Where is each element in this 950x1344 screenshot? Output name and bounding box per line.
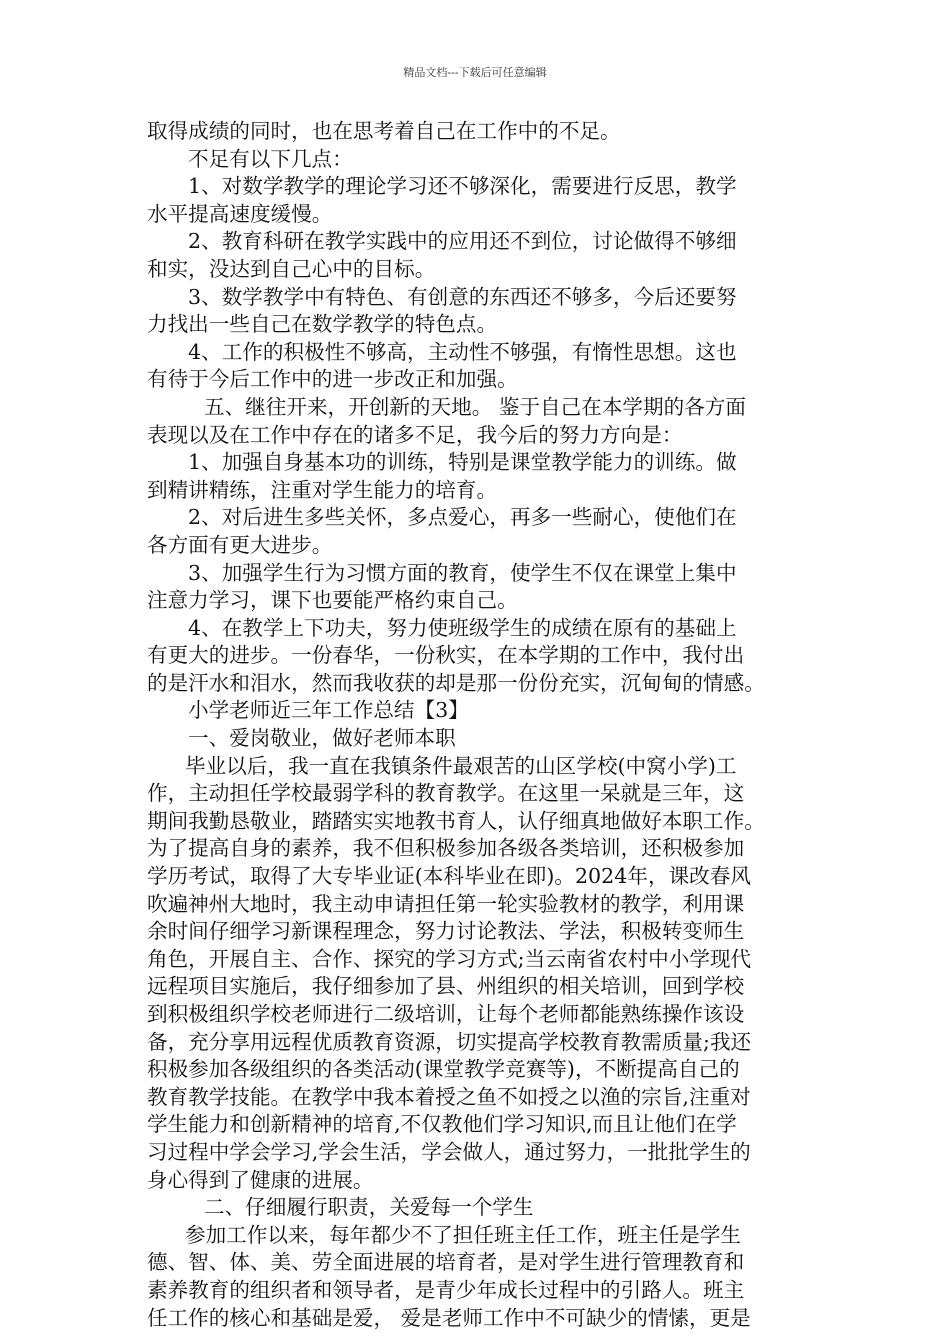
text-line: 远程项目实施后，我仔细参加了县、州组织的相关培训，回到学校: [147, 974, 745, 999]
text-line: 余时间仔细学习新课程理念，努力讨论教法、学法，积极转变师生: [147, 919, 745, 944]
text-line: 学历考试，取得了大专毕业证(本科毕业在即)。2024年，课改春风: [147, 864, 751, 889]
text-line: 德、智、体、美、劳全面进展的培育者，是对学生进行管理教育和: [147, 1250, 745, 1275]
text-line: 各方面有更大进步。: [147, 532, 333, 557]
text-line: 积极参加各级组织的各类活动(课堂教学竞赛等)，不断提高自己的: [147, 1057, 740, 1082]
text-line: 2、教育科研在教学实践中的应用还不到位，讨论做得不够细: [188, 229, 737, 254]
text-line: 备，充分享用远程优质教育资源，切实提高学校教育教需质量;我还: [147, 1029, 752, 1054]
text-line: 有更大的进步。一份春华，一份秋实，在本学期的工作中，我付出: [147, 643, 745, 668]
text-line: 表现以及在工作中存在的诸多不足，我今后的努力方向是：: [147, 422, 683, 447]
section-heading: 二、仔细履行职责，关爱每一个学生: [204, 1195, 534, 1220]
text-line: 力找出一些自己在数学教学的特色点。: [147, 312, 498, 337]
section-heading: 一、爱岗敬业，做好老师本职: [188, 726, 456, 751]
section-heading-line: 五、继往开来，开创新的天地。 鉴于自己在本学期的各方面: [204, 394, 746, 419]
text-line: 为了提高自身的素养，我不但积极参加各级各类培训，还积极参加: [147, 836, 745, 861]
text-line: 期间我勤恳敬业，踏踏实实地教书育人，认仔细真地做好本职工作。: [147, 808, 765, 833]
text-line: 2、对后进生多些关怀，多点爱心，再多一些耐心，使他们在: [188, 505, 737, 530]
document-body: [147, 118, 809, 1332]
text-line: 的是汗水和泪水，然而我收获的却是那一份份充实，沉甸甸的情感。: [147, 670, 765, 695]
text-line: 习过程中学会学习,学会生活，学会做人，通过努力，一批批学生的: [147, 1139, 751, 1164]
text-line: 身心得到了健康的进展。: [147, 1167, 374, 1192]
text-line: 作，主动担任学校最弱学科的教育教学。在这里一呆就是三年，这: [147, 781, 745, 806]
text-line: 和实，没达到自己心中的目标。: [147, 256, 436, 281]
text-line: 1、对数学教学的理论学习还不够深化，需要进行反思，教学: [188, 174, 737, 199]
text-line: 3、数学教学中有特色、有创意的东西还不够多，今后还要努: [188, 284, 737, 309]
text-line: 有待于今后工作中的进一步改正和加强。: [147, 367, 518, 392]
text-line: 角色，开展自主、合作、探究的学习方式;当云南省农村中小学现代: [147, 946, 752, 971]
text-line: 到积极组织学校老师进行二级培训，让每个老师都能熟练操作该设: [147, 1002, 745, 1026]
text-line: 教育教学技能。在教学中我本着授之鱼不如授之以渔的宗旨,注重对: [147, 1084, 751, 1109]
text-line: 参加工作以来，每年都少不了担任班主任工作，班主任是学生: [185, 1222, 742, 1247]
page-header: 精品文档---下载后可任意编辑: [403, 66, 547, 79]
text-line: 不足有以下几点：: [188, 146, 353, 171]
text-line: 吹遍神州大地时，我主动申请担任第一轮实验教材的教学，利用课: [147, 891, 745, 916]
text-line: 任工作的核心和基础是爱， 爱是老师工作中不可缺少的情愫，更是: [147, 1305, 751, 1330]
text-line: 4、工作的积极性不够高，主动性不够强，有惰性思想。这也: [188, 339, 737, 364]
text-line: 3、加强学生行为习惯方面的教育，使学生不仅在课堂上集中: [188, 560, 737, 585]
text-line: 毕业以后，我一直在我镇条件最艰苦的山区学校(中窝小学)工: [185, 753, 737, 778]
text-line: 学生能力和创新精神的培育,不仅教他们学习知识,而且让他们在学: [147, 1112, 737, 1137]
text-line: 4、在教学上下功夫，努力使班级学生的成绩在原有的基础上: [188, 615, 737, 640]
text-line: 素养教育的组织者和领导者，是青少年成长过程中的引路人。班主: [147, 1277, 745, 1302]
text-line: 1、加强自身基本功的训练，特别是课堂教学能力的训练。做: [188, 450, 737, 475]
text-line: 水平提高速度缓慢。: [147, 201, 333, 226]
article-title: 小学老师近三年工作总结【3】: [188, 698, 469, 723]
text-line: 注意力学习，课下也要能严格约束自己。: [147, 588, 518, 613]
text-line: 取得成绩的同时，也在思考着自己在工作中的不足。: [147, 119, 621, 143]
text-line: 到精讲精练，注重对学生能力的培育。: [147, 477, 498, 502]
